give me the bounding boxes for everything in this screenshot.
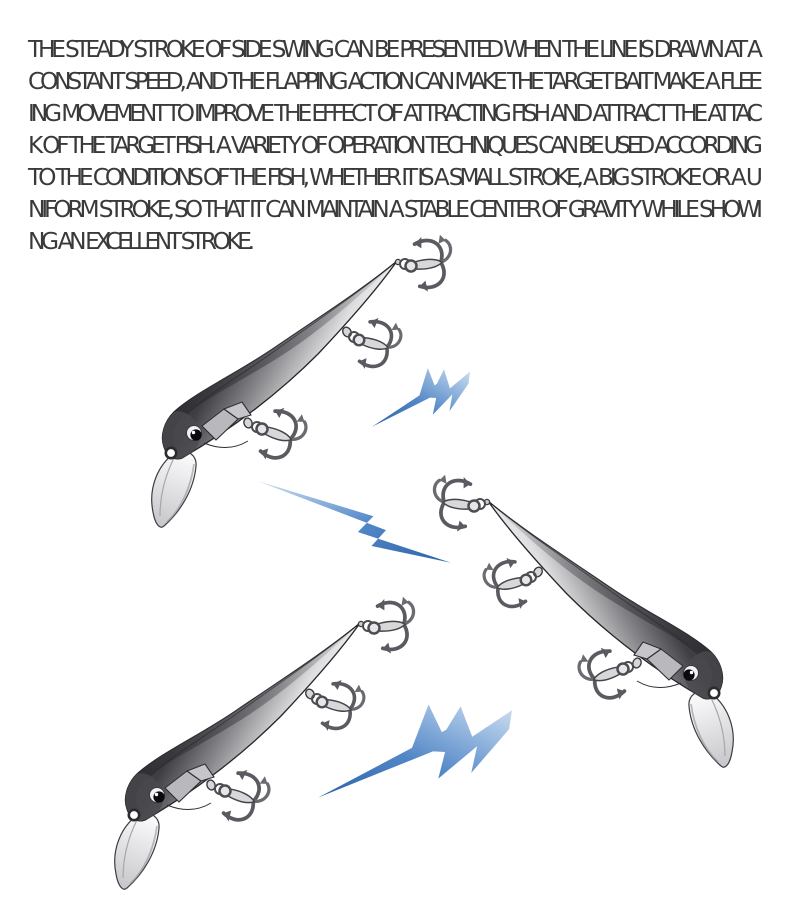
lightning-bolt-bottom — [318, 705, 512, 798]
description-line-1: THE STEADY STROKE OF SIDE SWING CAN BE PRESENTED WHEN THE LINE IS DRAWN AT A — [28, 36, 763, 63]
description-line-5: TO THE CONDITIONS OF THE FISH, WHETHER IT IS A SMALL STROKE, A BIG STROKE OR A U — [28, 164, 763, 191]
description-line-4: K OF THE TARGET FISH. A VARIETY OF OPERATION TECHNIQUES CAN BE USED ACCORDING — [28, 132, 763, 159]
lightning-bolt-top — [372, 368, 470, 427]
minnow-lure-bottom-left — [115, 596, 419, 890]
description-line-2: CONSTANT SPEED, AND THE FLAPPING ACTION CAN MAKE THE TARGET BAIT MAKE A FLEE — [28, 68, 763, 95]
minnow-lure-right — [430, 474, 734, 768]
minnow-lure-top-left — [152, 234, 456, 528]
description-paragraph — [27, 36, 763, 255]
description-line-6: NIFORM STROKE, SO THAT IT CAN MAINTAIN A STABLE CENTER OF GRAVITY WHILE SHOWI — [28, 196, 763, 223]
lightning-bolt-middle — [257, 481, 451, 563]
description-line-7: NG AN EXCELLENT STROKE. — [28, 228, 255, 255]
description-line-3: ING MOVEMENT TO IMPROVE THE EFFECT OF ATTRACTING FISH AND ATTRACT THE ATTAC — [28, 100, 764, 127]
